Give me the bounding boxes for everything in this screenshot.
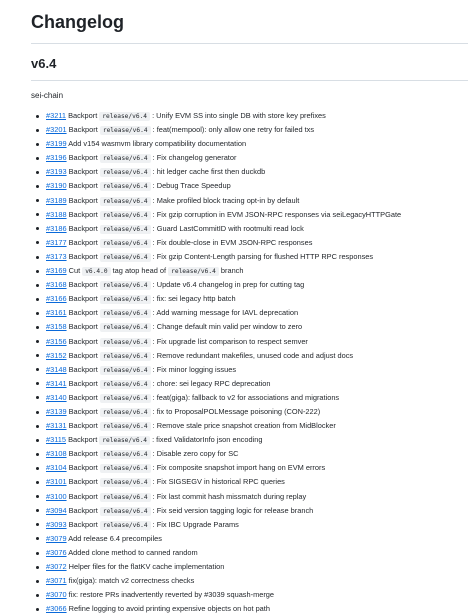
pr-link[interactable]: #3193	[46, 167, 67, 177]
entry-text: : Fix changelog generator	[152, 153, 237, 163]
entry-prefix: Cut	[68, 266, 81, 276]
entry-text: : feat(giga): fallback to v2 for associations and migrations	[152, 392, 340, 402]
changelog-entry	[31, 208, 468, 222]
entry-text: : fix: sei legacy http batch	[152, 294, 236, 304]
changelog-entry	[31, 391, 468, 405]
entry-prefix: Backport	[68, 322, 98, 332]
branch-code: release/v6.4	[100, 380, 151, 389]
branch-code: release/v6.4	[100, 366, 151, 375]
branch-code: release/v6.4	[100, 507, 151, 516]
changelog-entry	[31, 447, 468, 461]
pr-link[interactable]: #3190	[46, 181, 67, 191]
pr-link[interactable]: #3115	[46, 435, 67, 445]
entry-text: : Fix gzip corruption in EVM JSON-RPC responses via seiLegacyHTTPGate	[152, 209, 402, 219]
branch-code: release/v6.4	[100, 338, 151, 347]
branch-code: release/v6.4	[100, 450, 151, 459]
entry-text: : Make profiled block tracing opt-in by default	[152, 195, 300, 205]
branch-code: release/v6.4	[100, 154, 151, 163]
entry-text: : Fix IBC Upgrade Params	[152, 519, 239, 529]
branch-code: release/v6.4	[100, 352, 151, 361]
changelog-entry	[31, 222, 468, 236]
entry-text: : Update v6.4 changelog in prep for cutting tag	[152, 280, 305, 290]
entry-text: : Add warning message for IAVL deprecation	[152, 308, 299, 318]
entry-text: Add v154 wasmvm library compatibility documentation	[68, 139, 247, 149]
entry-prefix: Backport	[68, 251, 98, 261]
changelog-entry	[31, 137, 468, 151]
pr-link[interactable]: #3196	[46, 153, 67, 163]
entry-text: : Fix double-close in EVM JSON-RPC responses	[152, 237, 313, 247]
entry-prefix: Backport	[68, 336, 98, 346]
pr-link[interactable]: #3140	[46, 392, 67, 402]
changelog-entry	[31, 574, 468, 588]
entry-prefix: Backport	[68, 195, 98, 205]
branch-code: release/v6.4	[168, 267, 219, 276]
pr-link[interactable]: #3161	[46, 308, 67, 318]
entry-text: : Unify EVM SS into single DB with store key prefixes	[152, 111, 326, 120]
changelog-entry	[31, 194, 468, 208]
entry-prefix: Backport	[68, 153, 98, 163]
pr-link[interactable]: #3139	[46, 406, 67, 416]
branch-code: release/v6.4	[100, 197, 151, 206]
entry-text: : fix to ProposalPOLMessage poisoning (CON-222)	[152, 406, 321, 416]
changelog-entry	[31, 419, 468, 433]
entry-prefix: Backport	[68, 308, 98, 318]
pr-link[interactable]: #3108	[46, 449, 67, 459]
pr-link[interactable]: #3100	[46, 491, 67, 501]
changelog-entry	[31, 546, 468, 560]
pr-link[interactable]: #3188	[46, 209, 67, 219]
pr-link[interactable]: #3168	[46, 280, 67, 290]
entry-prefix: Backport	[68, 280, 98, 290]
pr-link[interactable]: #3072	[46, 562, 67, 571]
branch-code: release/v6.4	[100, 422, 151, 431]
entry-text: : Disable zero copy for SC	[152, 449, 239, 459]
entry-prefix: Backport	[68, 449, 98, 459]
changelog-entry	[31, 292, 468, 306]
branch-code: release/v6.4	[100, 408, 151, 417]
changelog-entry	[31, 335, 468, 349]
entry-text: : Change default min valid per window to zero	[152, 322, 303, 332]
branch-code: release/v6.4	[100, 521, 151, 530]
entry-text: : Debug Trace Speedup	[152, 181, 231, 191]
branch-code: v6.4.0	[82, 267, 110, 276]
changelog-entry	[31, 123, 468, 137]
entry-text: : Fix seid version tagging logic for release branch	[152, 505, 314, 515]
entry-text: : chore: sei legacy RPC deprecation	[152, 378, 271, 388]
entry-prefix: Backport	[68, 421, 98, 431]
changelog-entry	[31, 602, 468, 616]
changelog-entry	[31, 109, 468, 123]
pr-link[interactable]: #3201	[46, 125, 67, 135]
pr-link[interactable]: #3173	[46, 251, 67, 261]
changelog-list	[31, 109, 468, 616]
version-heading: v6.4	[31, 56, 57, 71]
entry-text: branch	[220, 266, 244, 276]
entry-prefix: Backport	[68, 237, 98, 247]
branch-code: release/v6.4	[100, 168, 151, 177]
pr-link[interactable]: #3076	[46, 547, 67, 557]
entry-prefix: Backport	[68, 223, 98, 233]
branch-code: release/v6.4	[100, 295, 151, 304]
entry-text: Added clone method to canned random	[68, 547, 198, 557]
entry-text: : fixed ValidatorInfo json encoding	[152, 435, 263, 445]
changelog-entry	[31, 461, 468, 475]
entry-text: : Fix composite snapshot import hang on EVM errors	[152, 463, 326, 473]
changelog-entry	[31, 588, 468, 602]
entry-text: Add release 6.4 precompiles	[68, 533, 162, 543]
branch-code: release/v6.4	[100, 493, 151, 502]
entry-prefix: Backport	[68, 519, 98, 529]
changelog-entry	[31, 532, 468, 546]
pr-link[interactable]: #3158	[46, 322, 67, 332]
pr-link[interactable]: #3070	[46, 590, 67, 600]
entry-prefix: Backport	[68, 392, 98, 402]
entry-text: : Fix last commit hash missmatch during replay	[152, 491, 307, 501]
entry-prefix: Backport	[68, 477, 98, 487]
pr-link[interactable]: #3148	[46, 364, 67, 374]
changelog-entry	[31, 278, 468, 292]
entry-text: Refine logging to avoid printing expensive objects on hot path	[68, 604, 270, 614]
entry-text: : Fix minor logging issues	[152, 364, 237, 374]
pr-link[interactable]: #3166	[46, 294, 67, 304]
branch-code: release/v6.4	[100, 239, 151, 248]
entry-text: fix(giga): match v2 correctness checks	[68, 576, 195, 586]
branch-code: release/v6.4	[100, 394, 151, 403]
entry-prefix: Backport	[68, 364, 98, 374]
entry-prefix: Backport	[68, 491, 98, 501]
pr-link[interactable]: #3199	[46, 139, 67, 149]
changelog-entry	[31, 490, 468, 504]
entry-prefix: Backport	[68, 463, 98, 473]
entry-text: : hit ledger cache first then duckdb	[152, 167, 266, 177]
changelog-entry	[31, 377, 468, 391]
pr-link[interactable]: #3131	[46, 421, 67, 431]
branch-code: release/v6.4	[100, 225, 151, 234]
pr-link[interactable]: #3156	[46, 336, 67, 346]
changelog-entry	[31, 560, 468, 574]
changelog-entry	[31, 179, 468, 193]
pr-link[interactable]: #3079	[46, 533, 67, 543]
branch-code: release/v6.4	[100, 281, 151, 290]
version-divider	[31, 80, 468, 81]
entry-text: : Fix SIGSEGV in historical RPC queries	[152, 477, 285, 487]
entry-prefix: Backport	[68, 350, 98, 360]
changelog-entry	[31, 504, 468, 518]
entry-prefix: Backport	[68, 181, 98, 191]
branch-code: release/v6.4	[100, 478, 151, 487]
entry-text: : Fix upgrade list comparison to respect semver	[152, 336, 308, 346]
branch-code: release/v6.4	[99, 436, 150, 445]
branch-code: release/v6.4	[100, 309, 151, 318]
pr-link[interactable]: #3066	[46, 604, 67, 614]
pr-link[interactable]: #3101	[46, 477, 67, 487]
changelog-entry	[31, 151, 468, 165]
entry-text: : Remove redundant makefiles, unused code and adjust docs	[152, 350, 354, 360]
pr-link[interactable]: #3186	[46, 223, 67, 233]
branch-code: release/v6.4	[99, 112, 150, 121]
entry-prefix: Backport	[68, 125, 98, 135]
pr-link[interactable]: #3169	[46, 266, 67, 276]
pr-link[interactable]: #3104	[46, 463, 67, 473]
title-divider	[31, 43, 468, 44]
branch-code: release/v6.4	[100, 323, 151, 332]
pr-link[interactable]: #3141	[46, 378, 67, 388]
pr-link[interactable]: #3093	[46, 519, 67, 529]
pr-link[interactable]: #3152	[46, 350, 67, 360]
branch-code: release/v6.4	[100, 126, 151, 135]
pr-link[interactable]: #3211	[46, 111, 67, 120]
entry-text: Helper files for the flatKV cache implementation	[68, 562, 225, 571]
branch-code: release/v6.4	[100, 211, 151, 220]
entry-text: : Remove stale price snapshot creation from MidBlocker	[152, 421, 336, 431]
changelog-entry	[31, 236, 468, 250]
pr-link[interactable]: #3094	[46, 505, 67, 515]
changelog-entry	[31, 405, 468, 419]
changelog-entry	[31, 306, 468, 320]
entry-prefix: Backport	[68, 406, 98, 416]
entry-prefix: Backport	[68, 435, 98, 445]
entry-text: fix: restore PRs inadvertently reverted by #3039 squash-merge	[68, 590, 275, 600]
branch-code: release/v6.4	[100, 182, 151, 191]
changelog-entry	[31, 475, 468, 489]
changelog-entry	[31, 433, 468, 447]
changelog-entry	[31, 250, 468, 264]
entry-prefix: Backport	[68, 111, 98, 120]
repo-name: sei-chain	[31, 91, 64, 100]
entry-text: tag atop head of	[112, 266, 167, 276]
pr-link[interactable]: #3177	[46, 237, 67, 247]
branch-code: release/v6.4	[100, 253, 151, 262]
page-title: Changelog	[31, 12, 124, 32]
changelog-entry	[31, 518, 468, 532]
entry-prefix: Backport	[68, 505, 98, 515]
entry-text: : Guard LastCommitID with rootmulti read lock	[152, 223, 304, 233]
entry-prefix: Backport	[68, 209, 98, 219]
entry-text: : feat(mempool): only allow one retry for failed txs	[152, 125, 315, 135]
changelog-entry	[31, 264, 468, 278]
entry-prefix: Backport	[68, 167, 98, 177]
pr-link[interactable]: #3189	[46, 195, 67, 205]
changelog-entry	[31, 320, 468, 334]
entry-prefix: Backport	[68, 294, 98, 304]
changelog-entry	[31, 363, 468, 377]
changelog-entry	[31, 165, 468, 179]
changelog-entry	[31, 349, 468, 363]
entry-text: : Fix gzip Content-Length parsing for flushed HTTP RPC responses	[152, 251, 374, 261]
entry-prefix: Backport	[68, 378, 98, 388]
branch-code: release/v6.4	[100, 464, 151, 473]
pr-link[interactable]: #3071	[46, 576, 67, 586]
